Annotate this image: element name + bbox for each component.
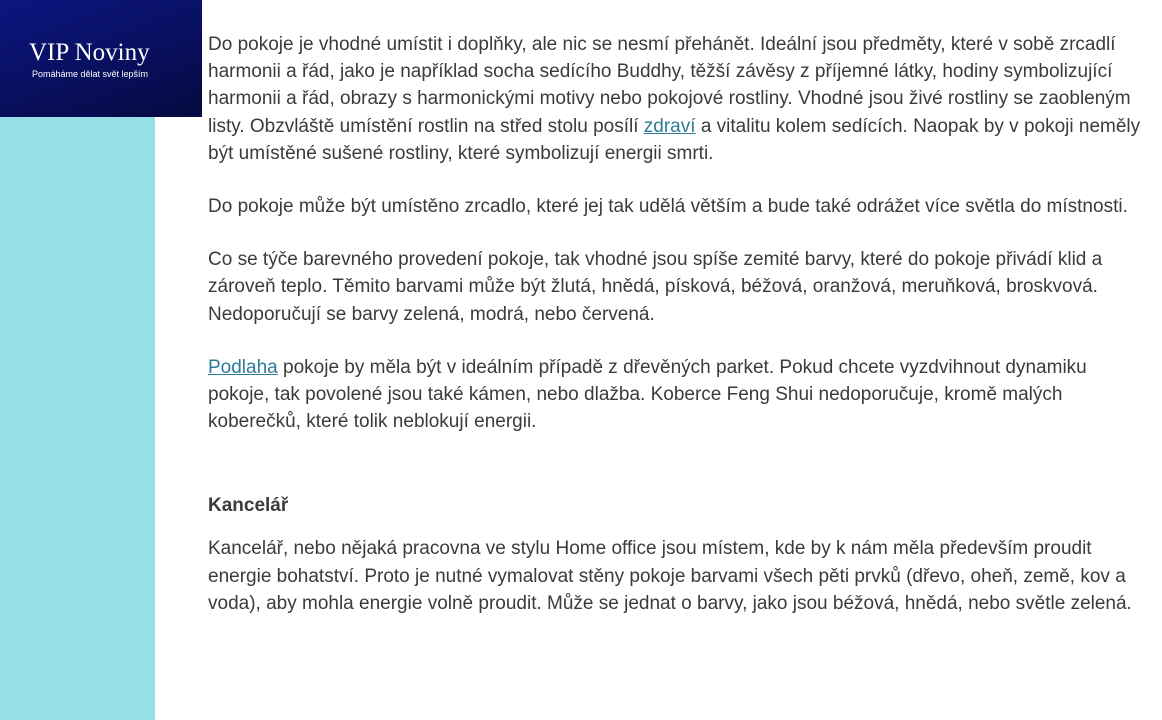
link-zdravi[interactable]: zdraví	[643, 115, 696, 137]
paragraph-text: a vitalitu kolem sedících. Naopak by v pokoji neměly být umístěné sušené rostliny, které symbolizují energii smrti.	[208, 115, 1141, 164]
cut-off-line	[208, 0, 1143, 6]
logo-title: VIP Noviny	[29, 39, 150, 66]
link-podlaha[interactable]: Podlaha	[208, 356, 278, 378]
paragraph-floor	[208, 354, 1143, 436]
paragraph-mirror: Do pokoje může být umístěno zrcadlo, které jej tak udělá větším a bude také odrážet více světla do místnosti.	[208, 196, 1128, 218]
paragraph-colors: Co se týče barevného provedení pokoje, tak vhodné jsou spíše zemité barvy, které do pokoje přivádí klid a zároveň teplo. Těmito barvami může být žlutá, hnědá, písková, béžová, oranžová, meruňková, broskvová. Nedoporučují se barvy zelená, modrá, nebo červená.	[208, 249, 1103, 325]
paragraph-accessories	[208, 31, 1143, 167]
paragraph-text: Do pokoje je vhodné umístit i doplňky, ale nic se nesmí přehánět. Ideální jsou předměty, které v sobě zrcadlí harmonii a řád, jako je například socha sedícího Buddhy, těžší závěsy z příjemné látky, hodiny symbolizující harmonii a řád, obrazy s harmonickými motivy nebo pokojové rostliny. Vhodné jsou živé rostliny se zaobleným listy. Obzvláště umístění rostlin na střed stolu posílí	[208, 34, 1131, 137]
article-content	[208, 0, 1143, 617]
section-heading-office: Kancelář	[208, 495, 289, 517]
paragraph-text: pokoje by měla být v ideálním případě z dřevěných parket. Pokud chcete vyzdvihnout dynamiku pokoje, tak povolené jsou také kámen, nebo dlažba. Koberce Feng Shui nedoporučuje, kromě malých koberečků, které tolik neblokují energii.	[208, 356, 1087, 433]
logo-tagline: Pomáháme dělat svět lepším	[32, 69, 149, 79]
paragraph-office: Kancelář, nebo nějaká pracovna ve stylu Home office jsou místem, kde by k nám měla především proudit energie bohatství. Proto je nutné vymalovat stěny pokoje barvami všech pěti prvků (dřevo, oheň, země, kov a voda), aby mohla energie volně proudit. Může se jednat o barvy, jako jsou béžová, hnědá, nebo světle zelená.	[208, 538, 1132, 614]
site-logo[interactable]	[0, 0, 202, 117]
